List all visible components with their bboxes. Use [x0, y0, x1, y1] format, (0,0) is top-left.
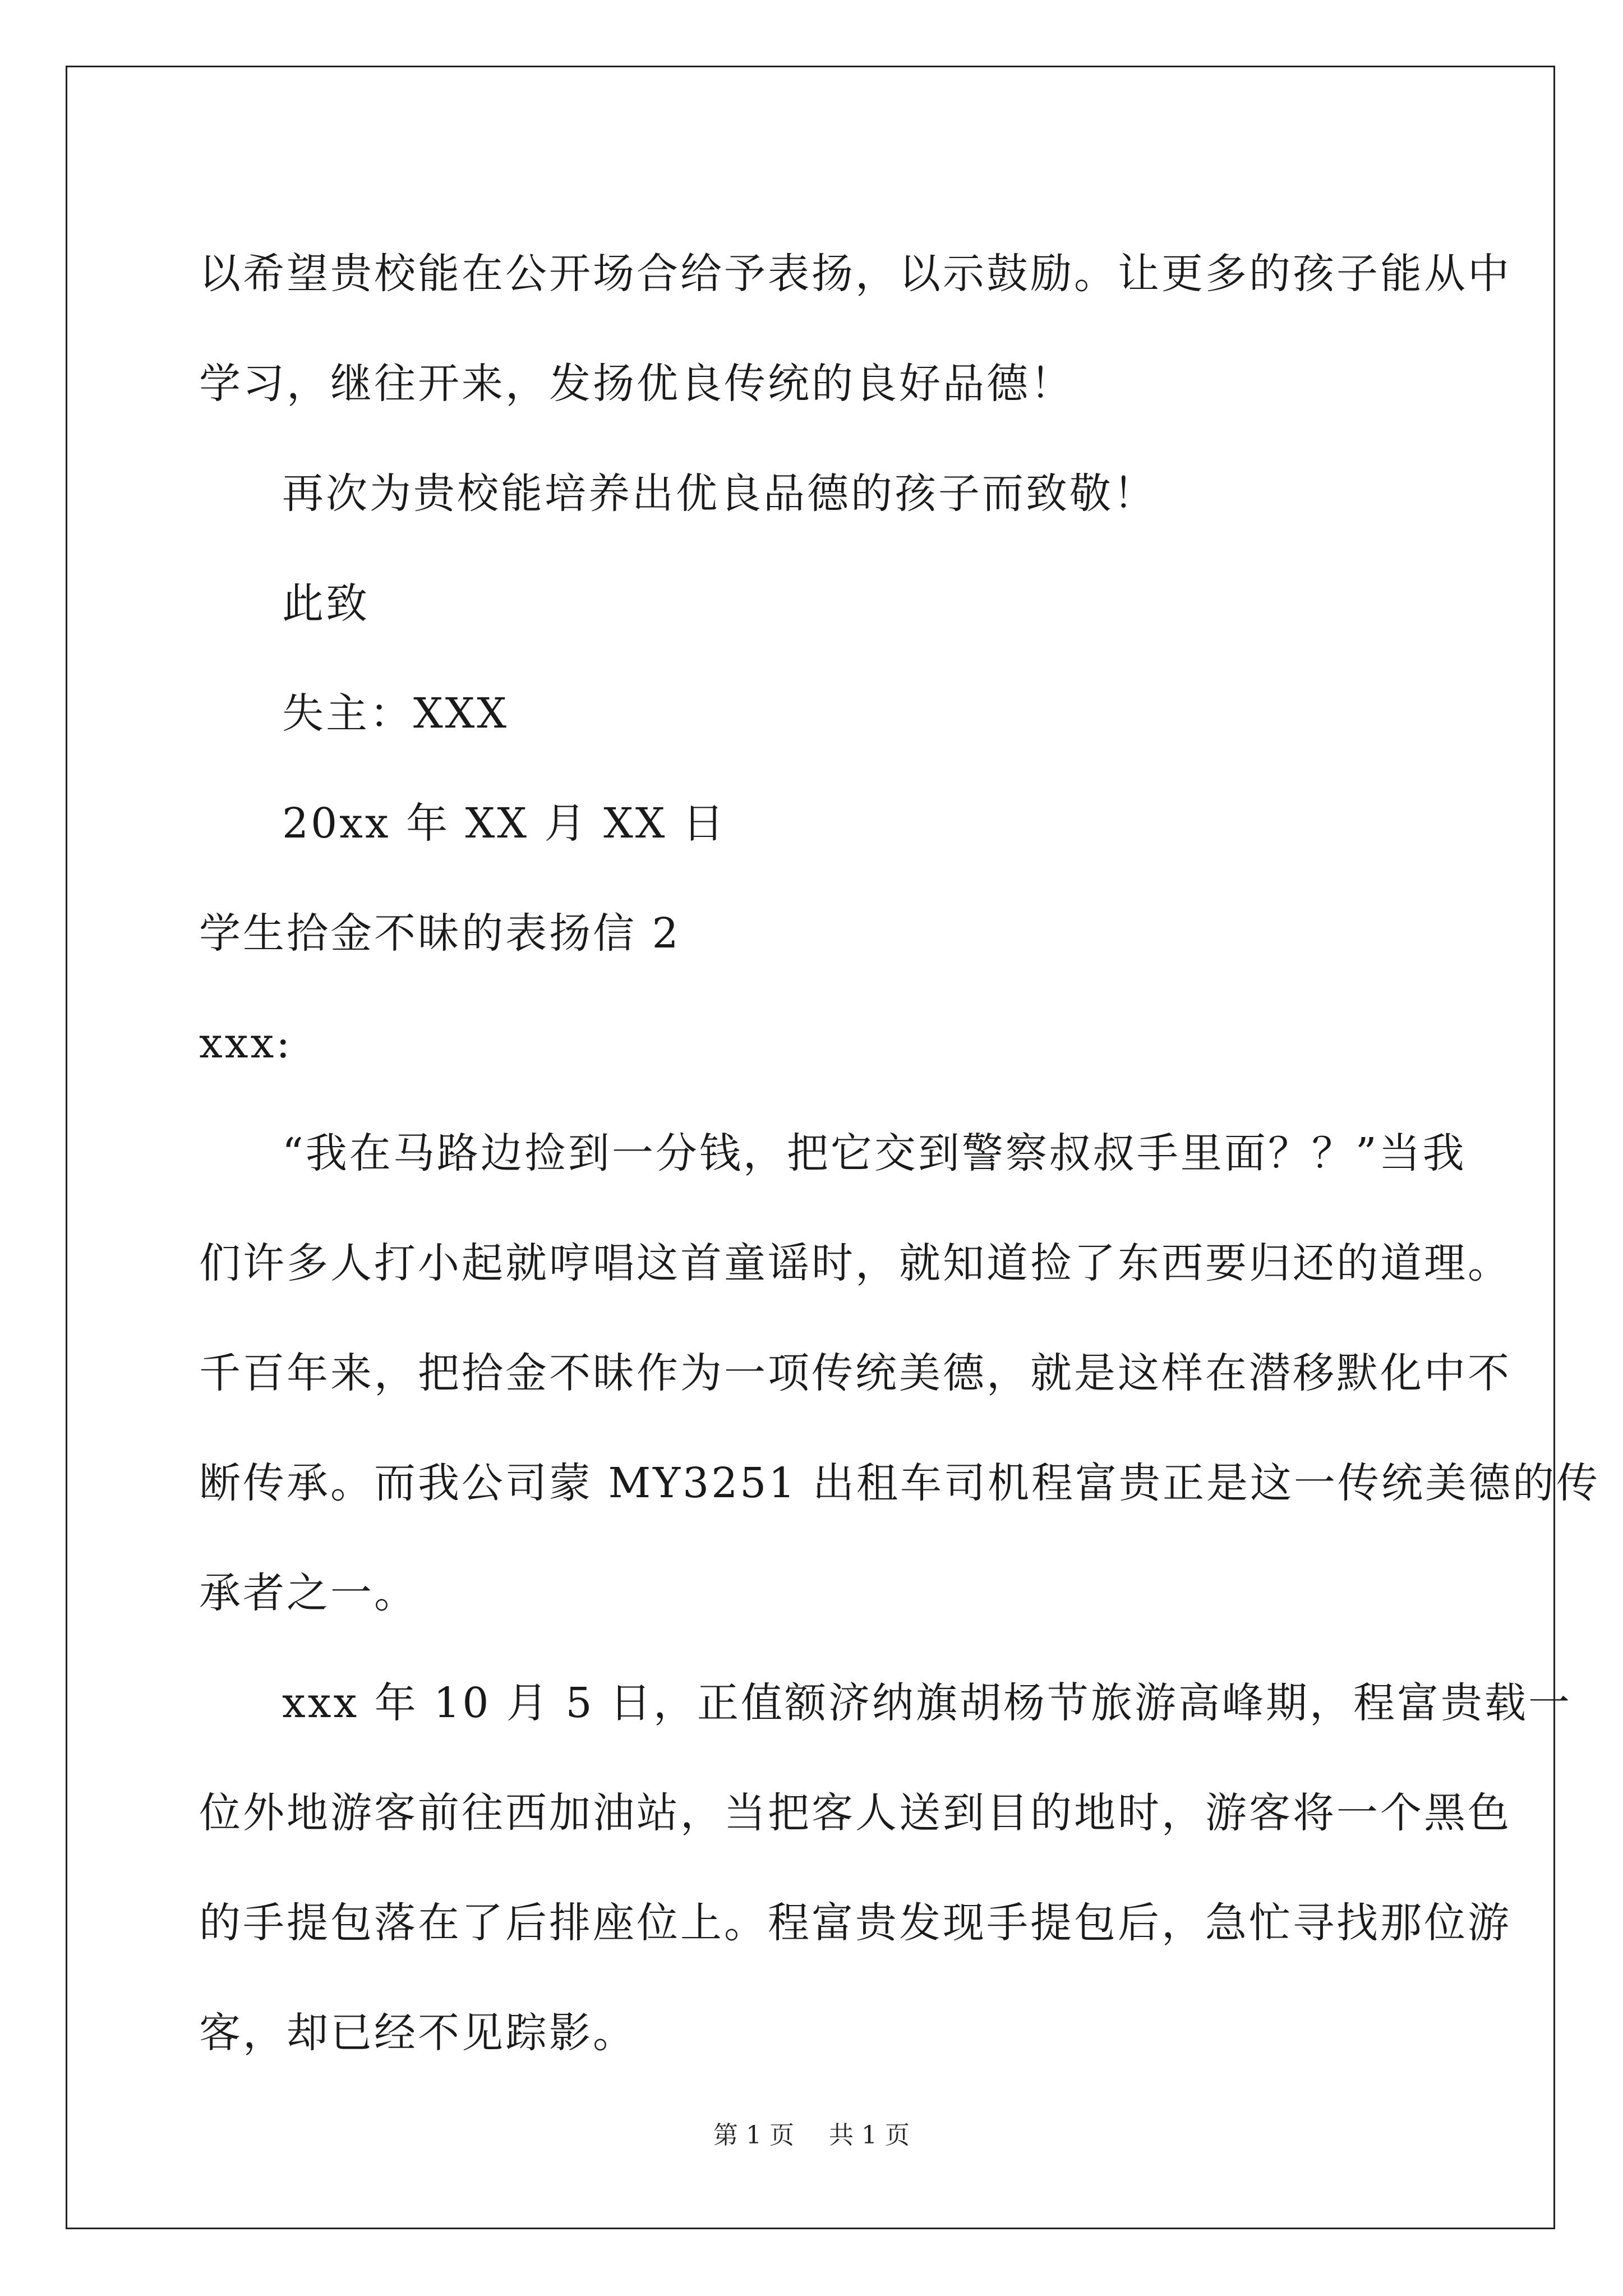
paragraph-line: 客，却已经不见踪影。 — [199, 2009, 637, 2057]
paragraph-line: 位外地游客前往西加油站，当把客人送到目的地时，游客将一个黑色 — [199, 1789, 1511, 1837]
paragraph-line: 以希望贵校能在公开场合给予表扬，以示鼓励。让更多的孩子能从中 — [199, 250, 1511, 298]
closing-salutation: 此致 — [282, 579, 370, 628]
paragraph-line: “我在马路边捡到一分钱，把它交到警察叔叔手里面？？”当我 — [282, 1129, 1467, 1177]
page-number-total: 共 1 页 — [829, 2121, 910, 2150]
page-number-current: 第 1 页 — [713, 2121, 794, 2150]
letter-title: 学生拾金不昧的表扬信 2 — [199, 909, 681, 958]
signature-line: 失主：XXX — [282, 689, 509, 738]
letter-addressee: xxx: — [199, 1019, 293, 1068]
paragraph-line: xxx 年 10 月 5 日，正值额济纳旗胡杨节旅游高峰期，程富贵载一 — [282, 1679, 1573, 1727]
paragraph-line: 千百年来，把拾金不昧作为一项传统美德，就是这样在潜移默化中不 — [199, 1349, 1511, 1397]
paragraph-line: 们许多人打小起就哼唱这首童谣时，就知道捡了东西要归还的道理。 — [199, 1239, 1511, 1287]
document-body — [199, 219, 1600, 2088]
paragraph-line: 断传承。而我公司蒙 MY3251 出租车司机程富贵正是这一传统美德的传 — [199, 1459, 1600, 1507]
paragraph-line: 的手提包落在了后排座位上。程富贵发现手提包后，急忙寻找那位游 — [199, 1899, 1511, 1947]
paragraph-line: 承者之一。 — [199, 1569, 418, 1617]
paragraph-line: 再次为贵校能培养出优良品德的孩子而致敬！ — [282, 470, 1157, 518]
page-footer — [0, 2115, 1623, 2151]
date-line: 20xx 年 XX 月 XX 日 — [282, 799, 726, 848]
paragraph-line: 学习，继往开来，发扬优良传统的良好品德！ — [199, 360, 1074, 408]
